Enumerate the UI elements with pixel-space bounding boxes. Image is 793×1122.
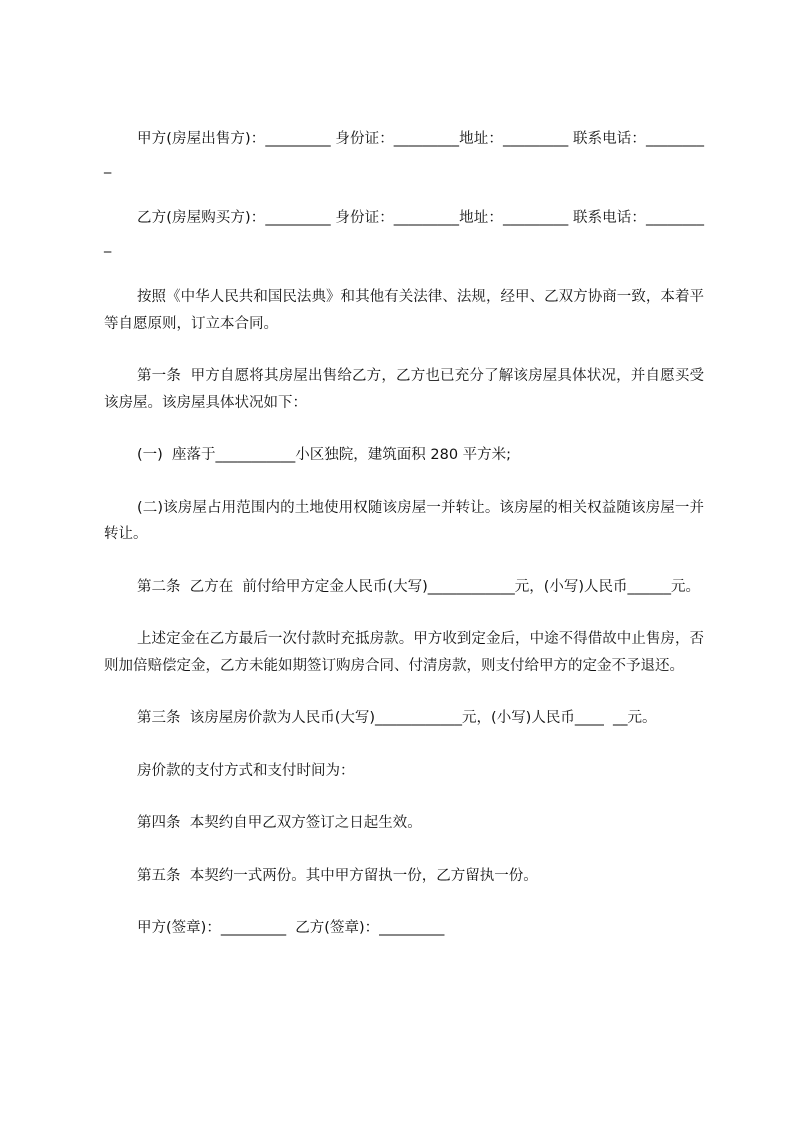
deposit-terms: 上述定金在乙方最后一次付款时充抵房款。甲方收到定金后，中途不得借故中止售房，否则加倍赔偿定金，乙方未能如期签订购房合同、付清房款，则支付给甲方的定金不予退还。 xyxy=(104,631,704,674)
article-two: 第二条 乙方在 前付给甲方定金人民币(大写)____________元，(小写)人民币______元。 xyxy=(137,578,701,595)
article-four: 第四条 本契约自甲乙双方签订之日起生效。 xyxy=(137,815,422,831)
article-one-item-two: (二)该房屋占用范围内的土地使用权随该房屋一并转让。该房屋的相关权益随该房屋一并转让。 xyxy=(104,499,704,542)
article-one-item-one: (一) 座落于___________小区独院，建筑面积 280 平方米; xyxy=(137,447,512,463)
contract-document xyxy=(104,120,704,942)
article-five: 第五条 本契约一式两份。其中甲方留执一份，乙方留执一份。 xyxy=(137,867,538,884)
signature-line: 甲方(签章)：_________ 乙方(签章)：_________ xyxy=(137,920,445,936)
party-a-info: 甲方(房屋出售方)：_________ 身份证：_________地址：_________ 联系电话：_________ xyxy=(104,131,704,174)
article-three: 第三条 该房屋房价款为人民币(大写)____________元，(小写)人民币____ __元。 xyxy=(137,710,657,726)
payment-method: 房价款的支付方式和支付时间为： xyxy=(137,762,355,779)
article-one: 第一条 甲方自愿将其房屋出售给乙方，乙方也已充分了解该房屋具体状况，并自愿买受该房屋。该房屋具体状况如下： xyxy=(104,368,704,411)
party-b-info: 乙方(房屋购买方)：_________ 身份证：_________地址：_________ 联系电话：_________ xyxy=(104,210,704,253)
contract-preamble: 按照《中华人民共和国民法典》和其他有关法律、法规，经甲、乙双方协商一致，本着平等自愿原则，订立本合同。 xyxy=(104,289,704,332)
